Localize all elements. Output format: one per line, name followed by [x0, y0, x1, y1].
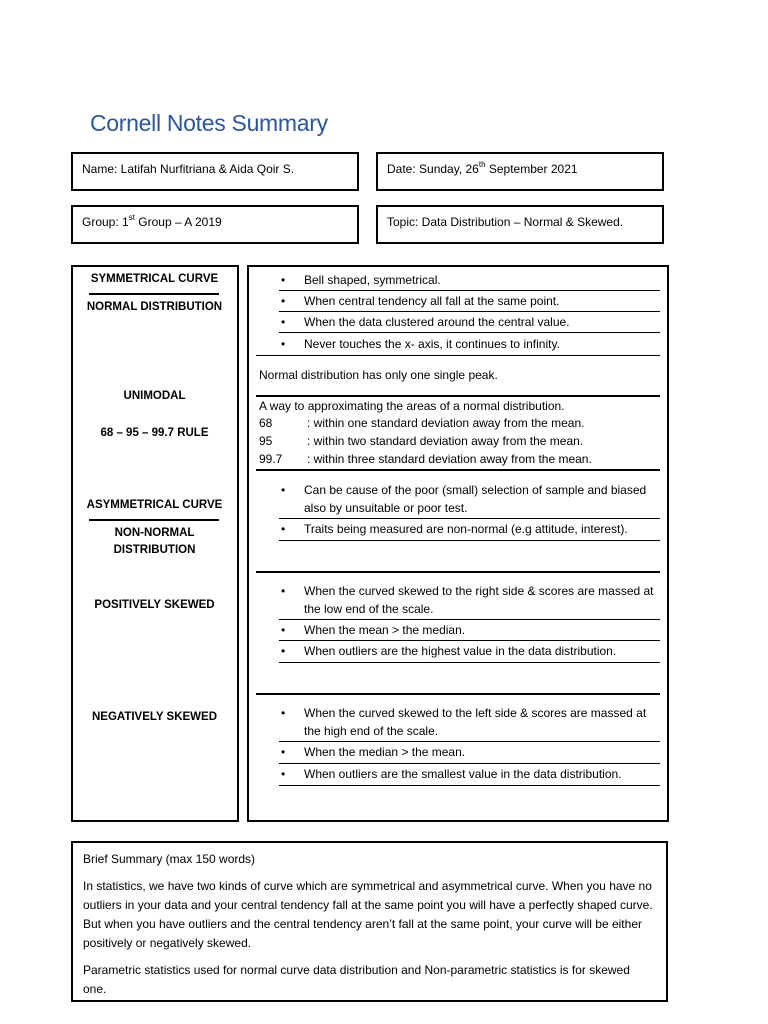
bullet-icon: • — [281, 337, 286, 351]
cue-symmetrical-curve: SYMMETRICAL CURVE — [90, 273, 219, 285]
note-line — [279, 785, 660, 786]
group-field — [71, 205, 359, 244]
summary-paragraph: Parametric statistics used for normal curve data distribution and Non-parametric statistics is for skewed one. — [83, 963, 630, 996]
note-line — [256, 693, 660, 695]
note-line — [279, 619, 660, 620]
rule-value: : within two standard deviation away from the mean. — [307, 434, 584, 448]
name-text: Name: Latifah Nurfitriana & Aida Qoir S. — [82, 162, 295, 176]
cue-normal-distribution: NORMAL DISTRIBUTION — [86, 301, 223, 313]
bullet-icon: • — [281, 483, 286, 497]
cue-divider — [89, 519, 219, 521]
date-month-year: September 2021 — [485, 162, 578, 176]
list-item-text: When the mean > the median. — [304, 623, 466, 637]
list-item — [281, 583, 664, 618]
page-title: Cornell Notes Summary — [90, 110, 328, 136]
summary-paragraph: In statistics, we have two kinds of curve which are symmetrical and asymmetrical curve. When you have no outliers in your data and your central tendency fall at the same point you will have a perfectly shaped curve. But when you have outliers and the central tendency aren’t fall at the same point, your curve will be either positively or negatively skewed. — [83, 879, 653, 950]
bullet-icon: • — [281, 522, 286, 536]
group-superscript: st — [128, 213, 135, 222]
list-item-text: Never touches the x- axis, it continues to infinity. — [304, 337, 560, 351]
cue-unimodal: UNIMODAL — [123, 390, 186, 402]
list-item-text: When outliers are the smallest value in the data distribution. — [304, 767, 622, 781]
note-line — [256, 395, 660, 397]
rule-key: 99.7 — [259, 452, 283, 466]
list-item — [281, 272, 654, 290]
date-superscript: th — [478, 160, 486, 169]
list-item-text: When the curved skewed to the right side & scores are massed at the low end of the scale. — [304, 584, 654, 616]
rule-key: 95 — [259, 434, 273, 448]
list-item — [281, 766, 664, 784]
cue-rule: 68 – 95 – 99.7 RULE — [100, 427, 209, 439]
cue-non-normal: NON-NORMAL — [114, 527, 195, 539]
rule-value: : within three standard deviation away from the mean. — [307, 452, 592, 466]
date-text: Date: Sunday, 26 — [387, 162, 479, 176]
note-line — [279, 518, 660, 519]
list-item — [281, 744, 654, 762]
list-item — [281, 314, 654, 332]
note-line — [279, 332, 660, 333]
note-line — [279, 290, 660, 291]
summary-box — [71, 841, 668, 1002]
list-item — [281, 622, 654, 640]
rule-row — [259, 451, 659, 469]
list-item-text: When the curved skewed to the left side & scores are massed at the high end of the scale. — [304, 706, 647, 738]
date-field — [376, 152, 664, 191]
list-item — [281, 293, 654, 311]
list-item — [281, 705, 664, 740]
list-item-text: When outliers are the highest value in the data distribution. — [304, 644, 617, 658]
note-line — [279, 662, 660, 663]
list-item-text: Bell shaped, symmetrical. — [304, 273, 441, 287]
topic-text: Topic: Data Distribution – Normal & Skewed. — [387, 215, 624, 229]
note-line — [279, 640, 660, 641]
summary-heading: Brief Summary (max 150 words) — [83, 852, 256, 866]
bullet-icon: • — [281, 623, 286, 637]
bullet-icon: • — [281, 767, 286, 781]
bullet-icon: • — [281, 706, 286, 720]
topic-field — [376, 205, 664, 244]
bullet-icon: • — [281, 584, 286, 598]
note-line — [256, 355, 660, 356]
note-line — [279, 741, 660, 742]
note-line — [256, 571, 660, 573]
list-item — [281, 643, 664, 661]
bullet-icon: • — [281, 745, 286, 759]
list-item — [281, 521, 664, 539]
note-line — [256, 469, 660, 471]
cue-distribution: DISTRIBUTION — [113, 544, 196, 556]
note-line — [279, 540, 660, 541]
rule-key: 68 — [259, 416, 273, 430]
list-item-text: When central tendency all fall at the same point. — [304, 294, 560, 308]
list-item-text: Traits being measured are non-normal (e.g attitude, interest). — [304, 522, 628, 536]
bullet-icon: • — [281, 273, 286, 287]
cue-negatively-skewed: NEGATIVELY SKEWED — [91, 711, 218, 723]
bullet-icon: • — [281, 644, 286, 658]
cue-divider — [89, 293, 219, 295]
note-line — [279, 763, 660, 764]
rule-row — [259, 415, 659, 433]
cue-asymmetrical-curve: ASYMMETRICAL CURVE — [86, 499, 223, 511]
list-item-text: Can be cause of the poor (small) selection of sample and biased also by unsuitable or poor test. — [304, 483, 647, 515]
rule-value: : within one standard deviation away from the mean. — [307, 416, 585, 430]
rule-row — [259, 433, 659, 451]
note-line — [279, 311, 660, 312]
group-suffix: Group – A 2019 — [134, 215, 222, 229]
bullet-icon: • — [281, 294, 286, 308]
bullet-icon: • — [281, 315, 286, 329]
name-field — [71, 152, 359, 191]
unimodal-note: Normal distribution has only one single peak. — [259, 368, 498, 382]
rule-intro: A way to approximating the areas of a normal distribution. — [259, 399, 565, 413]
list-item — [281, 336, 654, 354]
list-item-text: When the median > the mean. — [304, 745, 466, 759]
list-item — [281, 482, 654, 517]
list-item-text: When the data clustered around the central value. — [304, 315, 570, 329]
group-text: Group: 1 — [82, 215, 129, 229]
cue-positively-skewed: POSITIVELY SKEWED — [94, 599, 215, 611]
